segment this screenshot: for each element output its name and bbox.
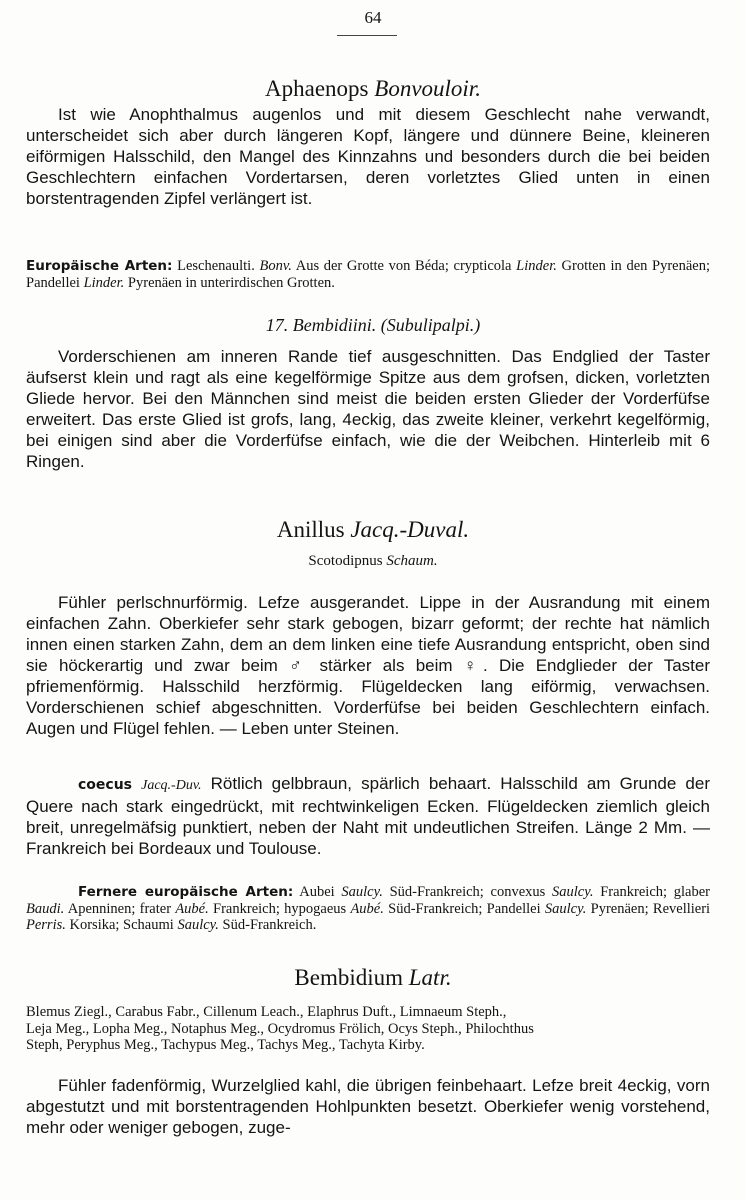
aphaenops-species: Europäische Arten: Leschenaulti. Bonv. Aus der Grotte von Béda; crypticola Linder. Grotten in den Pyrenäen; Pandellei Linder. Pyrenäen in unterirdischen Grotten.: [26, 258, 711, 291]
species-author: Jacq.-Duv.: [141, 778, 202, 793]
bembidium-description: Fühler fadenförmig, Wurzelglied kahl, die übrigen feinbehaart. Lefze breit 4eckig, vorn abgestutzt und mit borstentragenden Hohlpunkten besetzt. Oberkiefer wenig vorstehend, mehr oder weniger gebogen, zuge-: [26, 1076, 710, 1137]
aphaenops-description: Ist wie Anophthalmus augenlos und mit diesem Geschlecht nahe verwandt, unterscheidet sich aber durch längeren Kopf, längere und dünnere Beine, kleineren eiförmigen Halsschild, den Mangel des Kinnzahns und besonders durch die bei beiden Geschlechtern einfachen Vordertarsen, deren vorletztes Glied unten in einen borstentragenden Zipfel verlängert ist.: [26, 105, 710, 208]
bembidium-synonyms: Blemus Ziegl., Carabus Fabr., Cillenum Leach., Elaphrus Duft., Limnaeum Steph., Leja Meg., Lopha Meg., Notaphus Meg., Ocydromus Frölich, Ocys Steph., Philochthus Steph, Peryphus Meg., Tachypus Meg., Tachys Meg., Tachyta Kirby.: [26, 1004, 534, 1053]
genus-name: Aphaenops: [265, 76, 369, 101]
heading-anillus: [0, 517, 746, 543]
genus-name: Anillus: [276, 517, 345, 542]
anillus-species-coecus: coecus Jacq.-Duv. Rötlich gelbbraun, spärlich behaart. Halsschild am Grunde der Quere nach stark eingedrückt, mit rechtwinkeligen Ecken. Flügeldecken ziemlich gleich breit, unregelmäfsig punktiert, neben der Naht mit undeutlichen Streifen. Länge 2 Mm. — Frankreich bei Bordeaux und Toulouse.: [26, 774, 710, 858]
anillus-description: Fühler perlschnurförmig. Lefze ausgerandet. Lippe in der Ausrandung mit einem einfachen Zahn. Oberkiefer sehr stark gebogen, bizarr geformt; der rechte hat nämlich innen einen starken Zahn, dem an dem linken eine tiefe Ausrandung entspricht, oben sind sie höckerartig und zwar beim ♂ stärker als beim ♀. Die Endglieder der Taster pfriemenförmig. Halsschild herzförmig. Flügeldecken lang eiförmig, verwachsen. Vorderschienen schief abgeschnitten. Vorderfüfse bei beiden Geschlechtern einfach. Augen und Flügel fehlen. — Leben unter Steinen.: [26, 593, 710, 738]
species-label: Europäische Arten:: [26, 258, 173, 274]
species-name: coecus: [78, 777, 133, 793]
heading-bembidiini: 17. Bembidiini. (Subulipalpi.): [265, 315, 481, 335]
genus-author: Jacq.-Duval.: [350, 517, 470, 542]
anillus-synonym: Scotodipnus Schaum.: [308, 553, 438, 569]
genus-author: Bonvouloir.: [374, 76, 481, 101]
genus-author: Latr.: [408, 965, 452, 990]
header-rule: [337, 35, 397, 36]
heading-aphaenops: [0, 76, 746, 102]
bembidiini-description: Vorderschienen am inneren Rande tief ausgeschnitten. Das Endglied der Taster äufserst klein und ragt als eine kegelförmige Spitze aus dem grofsen, dicken, vorletzten Gliede hervor. Bei den Männchen sind meist die beiden ersten Glieder der Vorderfüfse erweitert. Das erste Glied ist grofs, lang, 4eckig, das zweite kleiner, verkehrt kegelförmig, bei einigen sind aber die Vorderfüfse einfach, wie die der Weibchen. Hinterleib mit 6 Ringen.: [26, 347, 710, 471]
page-number: 64: [364, 8, 382, 27]
further-species-label: Fernere europäische Arten:: [78, 884, 294, 900]
genus-name: Bembidium: [294, 965, 404, 990]
heading-bembidium: [0, 965, 746, 991]
anillus-further-species: Fernere europäische Arten: Aubei Saulcy. Süd-Frankreich; convexus Saulcy. Frankreich; glaber Baudi. Apenninen; frater Aubé. Frankreich; hypogaeus Aubé. Süd-Frankreich; Pandellei Saulcy. Pyrenäen; Revellieri Perris. Korsika; Schaumi Saulcy. Süd-Frankreich.: [26, 884, 711, 933]
